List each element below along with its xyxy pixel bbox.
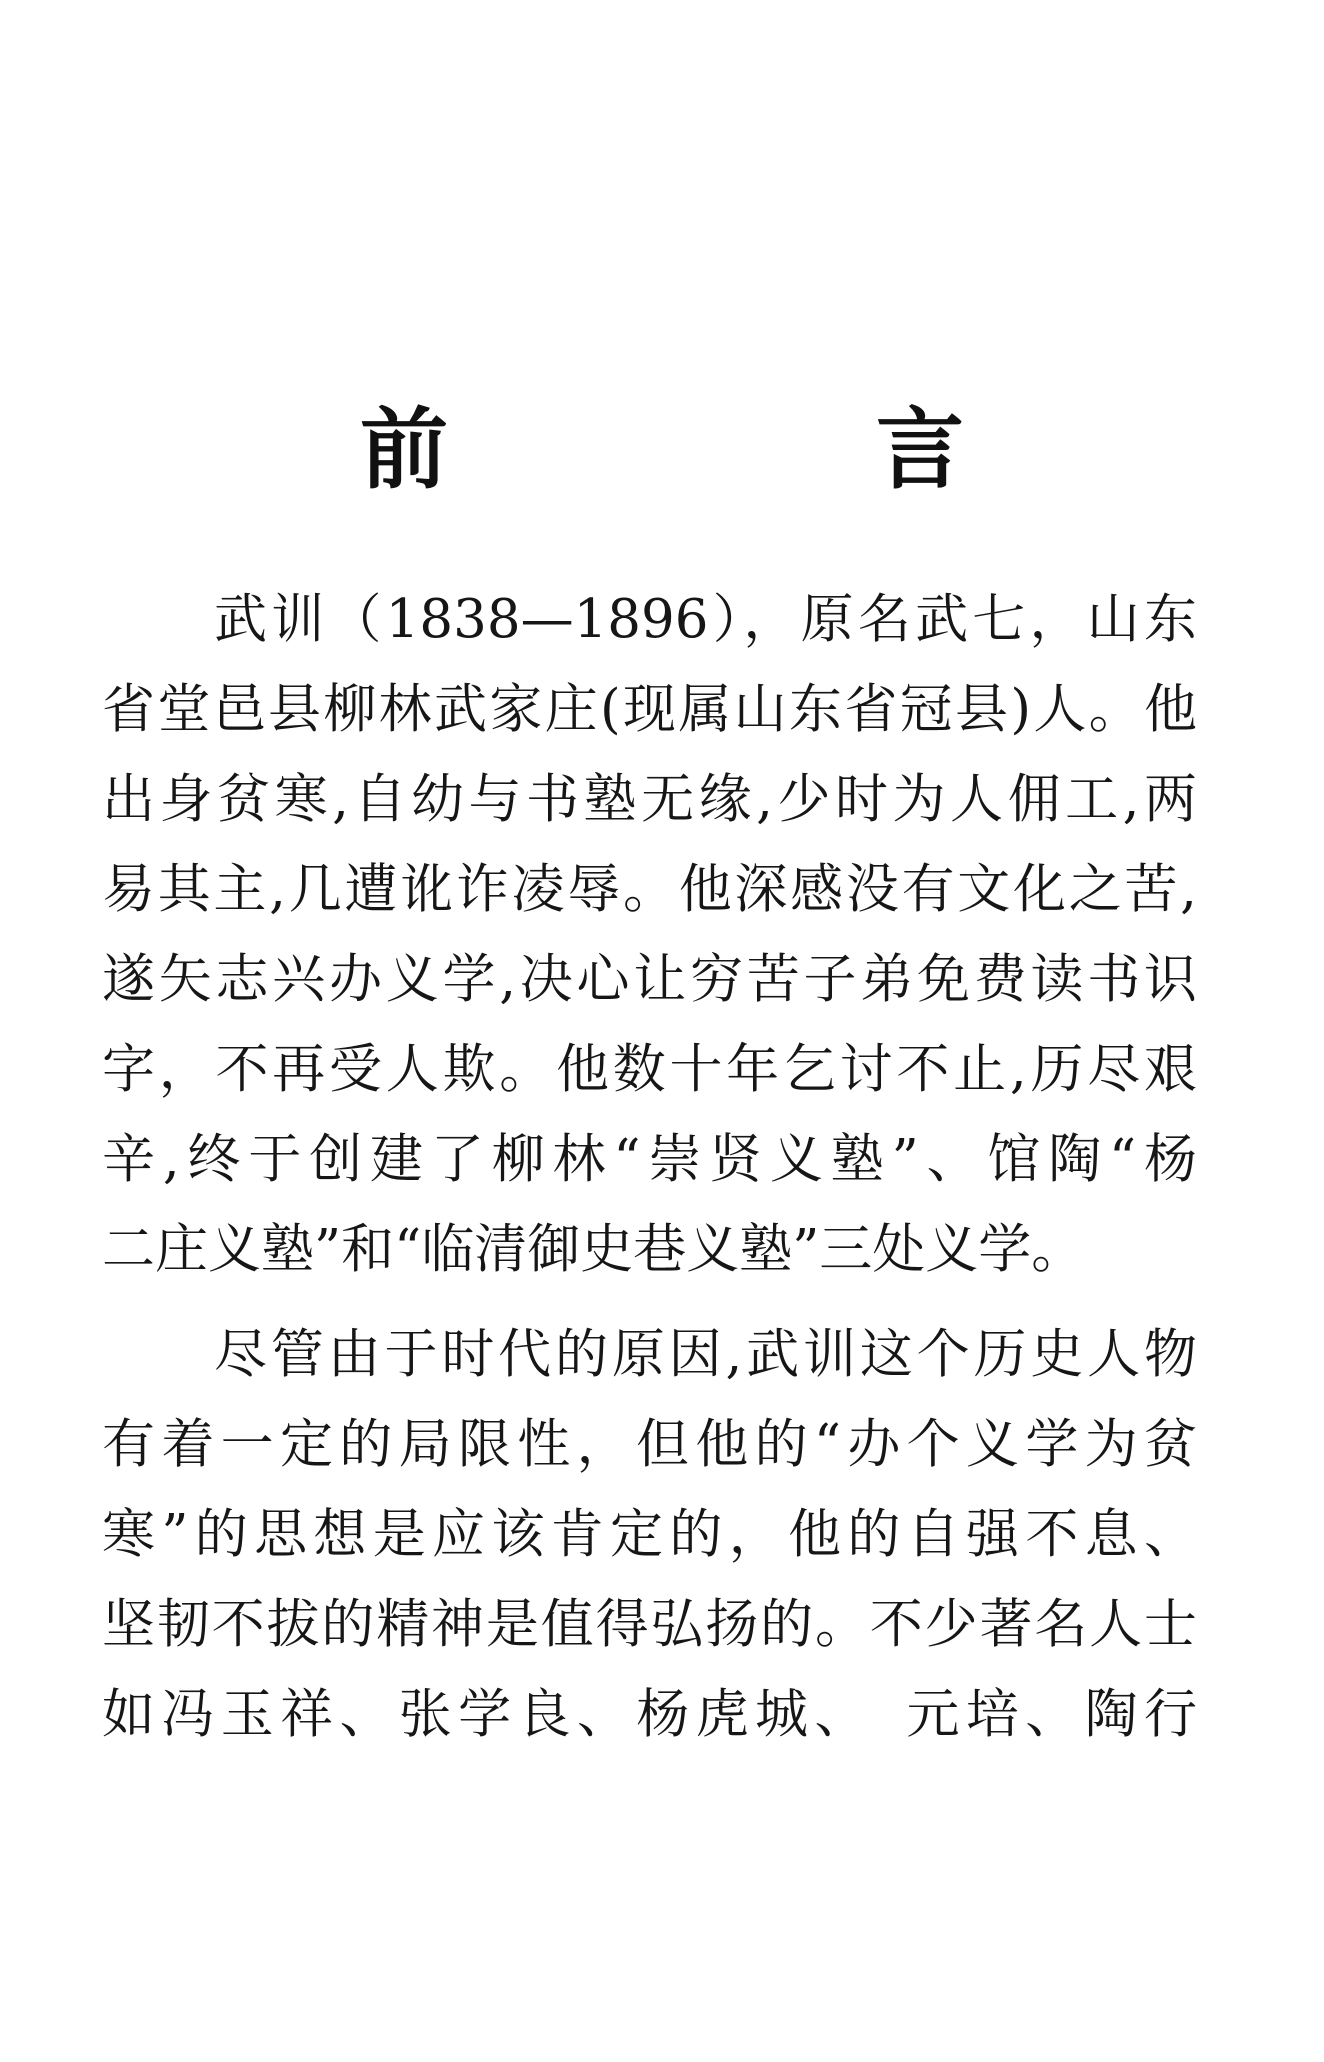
text-line-9: 尽管由于时代的原因,武训这个历史人物	[214, 1324, 1197, 1385]
text-line-13: 如冯玉祥、张学良、杨虎城、 元培、陶行	[102, 1684, 1197, 1745]
text-line-12: 坚韧不拔的精神是值得弘扬的。不少著名人士	[102, 1594, 1197, 1655]
text-line-4: 易其主,几遭讹诈凌辱。他深感没有文化之苦,	[102, 859, 1197, 920]
text-line-1: 武训（1838—1896），原名武七，山东	[214, 589, 1197, 650]
text-line-2: 省堂邑县柳林武家庄(现属山东省冠县)人。他	[102, 679, 1197, 740]
text-line-8: 二庄义塾”和“临清御史巷义塾”三处义学。	[102, 1219, 1085, 1280]
text-line-5: 遂矢志兴办义学,决心让穷苦子弟免费读书识	[102, 949, 1197, 1010]
text-line-6: 字，不再受人欺。他数十年乞讨不止,历尽艰	[102, 1039, 1197, 1100]
text-line-10: 有着一定的局限性，但他的“办个义学为贫	[102, 1414, 1197, 1475]
text-line-3: 出身贫寒,自幼与书塾无缘,少时为人佣工,两	[102, 769, 1197, 830]
text-line-7: 辛,终于创建了柳林“崇贤义塾”、馆陶“杨	[102, 1129, 1197, 1190]
text-line-11: 寒”的思想是应该肯定的，他的自强不息、	[102, 1504, 1197, 1565]
page-title: 前 言	[359, 397, 1134, 501]
